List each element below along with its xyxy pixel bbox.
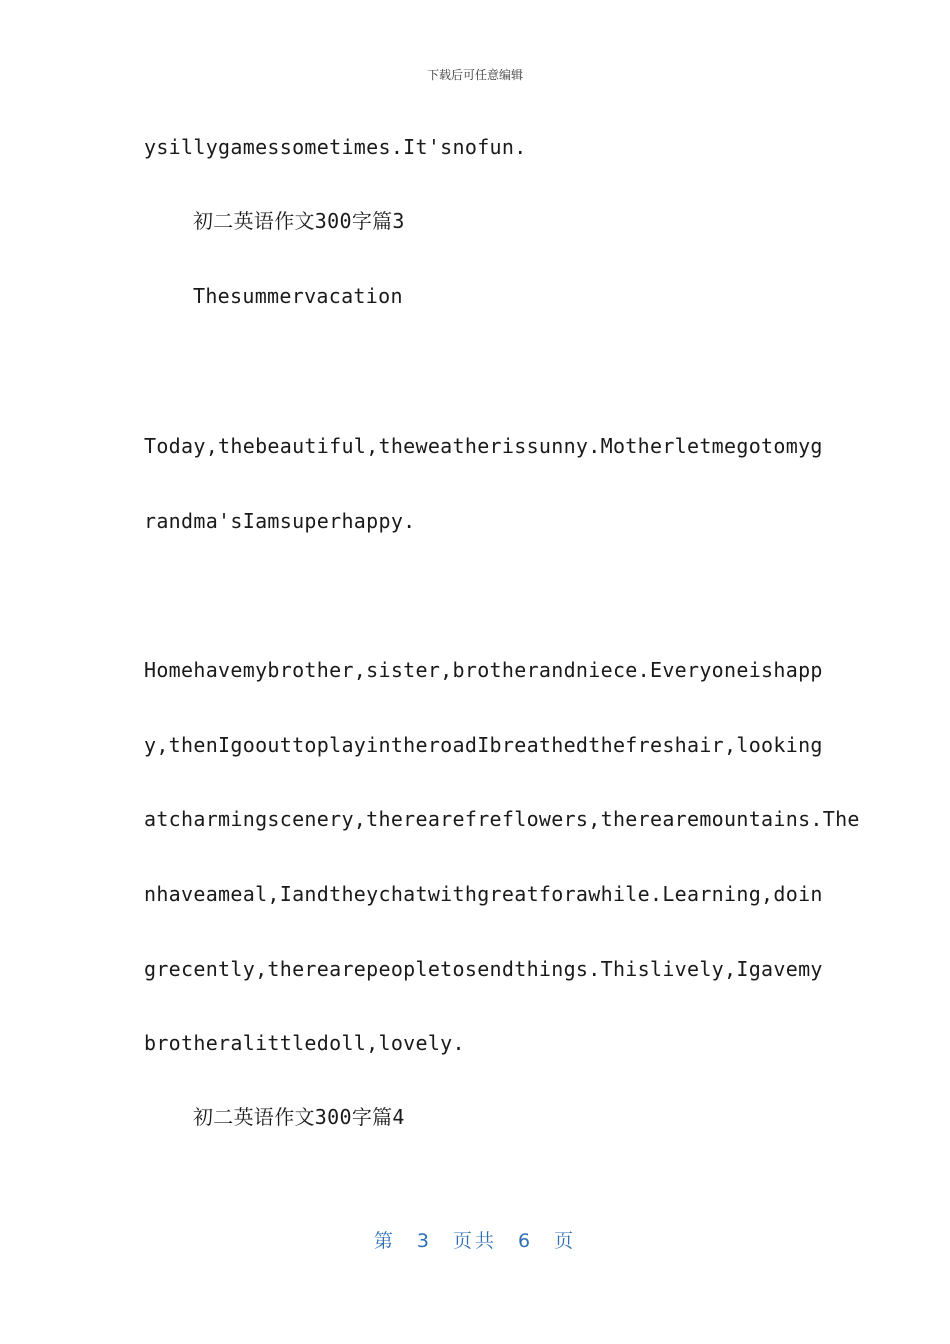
text-line: y,thenIgoouttoplayintheroadIbreathedthefreshair,looking: [144, 733, 823, 757]
page-number-footer: 第 3 页共 6 页: [373, 1230, 577, 1252]
text-line: randma'sIamsuperhappy.: [144, 509, 416, 533]
section-heading: 初二英语作文300字篇3: [193, 209, 405, 233]
text-line: grecently,therearepeopletosendthings.Thislively,Igavemy: [144, 957, 823, 981]
essay-title: Thesummervacation: [193, 284, 403, 308]
text-line: Homehavemybrother,sister,brotherandniece.Everyoneishapp: [144, 658, 823, 682]
text-line: brotheralittledoll,lovely.: [144, 1031, 465, 1055]
section-heading: 初二英语作文300字篇4: [193, 1105, 405, 1129]
page-header: 下载后可任意编辑: [426, 68, 523, 82]
text-line: ysillygamessometimes.It'snofun.: [144, 135, 527, 159]
text-line: nhaveameal,Iandtheychatwithgreatforawhile.Learning,doin: [144, 882, 823, 906]
text-line: atcharmingscenery,therearefreflowers,therearemountains.The: [144, 807, 860, 831]
text-line: Today,thebeautiful,theweatherissunny.Motherletmegotomyg: [144, 434, 823, 458]
